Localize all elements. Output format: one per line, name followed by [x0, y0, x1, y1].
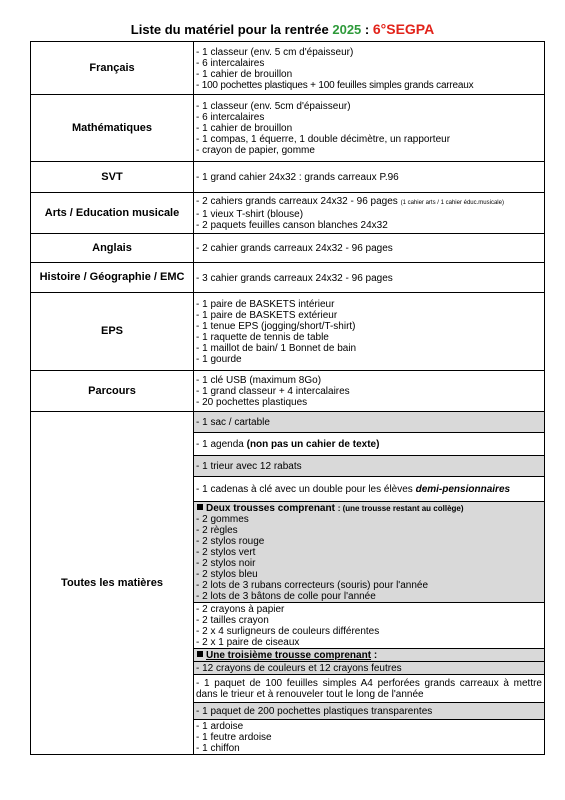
arts-item-1-note: (1 cahier arts / 1 cahier éduc.musicale) [400, 200, 504, 206]
subject-histoire: Histoire / Géographie / EMC [31, 263, 194, 293]
row-francais [31, 42, 545, 95]
items-paper [194, 675, 545, 703]
items-ardoise [194, 720, 545, 755]
list-item: - 1 raquette de tennis de table [196, 332, 329, 343]
third-heading-line [196, 650, 542, 661]
items-sac [194, 412, 545, 433]
subject-arts: Arts / Education musicale [31, 193, 194, 234]
items-francais [194, 42, 545, 95]
row-arts [31, 193, 545, 234]
list-item: - 2 paquets feuilles canson blanches 24x32 [196, 220, 388, 231]
items-third-heading [194, 649, 545, 662]
list-item: - 1 paquet de 100 feuilles simples A4 perforées grands carreaux à mettre dans le trieur et à renouveler tout le long de l'année [196, 678, 542, 700]
list-item: - 1 clé USB (maximum 8Go) [196, 375, 322, 386]
row-anglais [31, 234, 545, 263]
list-item: - 2 stylos vert [196, 547, 256, 558]
list-item: - 1 paire de BASKETS extérieur [196, 310, 338, 321]
list-item: - 1 grand cahier 24x32 : grands carreaux P.96 [196, 172, 399, 183]
supply-list-table [30, 41, 545, 755]
list-item: - 1 paquet de 200 pochettes plastiques transparentes [196, 706, 433, 717]
subject-francais: Français [31, 42, 194, 95]
row-maths [31, 95, 545, 162]
subject-anglais: Anglais [31, 234, 194, 263]
list-item: - 2 stylos bleu [196, 569, 258, 580]
list-item: - 1 gourde [196, 354, 242, 365]
list-item: - 1 tenue EPS (jogging/short/T-shirt) [196, 321, 356, 332]
list-item: - 1 vieux T-shirt (blouse) [196, 209, 304, 220]
list-item [196, 439, 542, 450]
list-item: - 2 lots de 3 bâtons de colle pour l'année [196, 591, 376, 602]
items-histoire [194, 263, 545, 293]
list-item: - 2 stylos noir [196, 558, 256, 569]
trousses-heading-line [196, 503, 542, 514]
items-trousses [194, 502, 545, 603]
subject-maths: Mathématiques [31, 95, 194, 162]
items-parcours [194, 371, 545, 412]
list-item: - 2 x 1 paire de ciseaux [196, 637, 300, 648]
title-class: 6°SEGPA [372, 21, 435, 37]
subject-parcours: Parcours [31, 371, 194, 412]
list-item: - 1 cahier de brouillon [196, 123, 293, 134]
list-item: - 1 feutre ardoise [196, 732, 272, 743]
items-agenda [194, 433, 545, 456]
list-item: - 12 crayons de couleurs et 12 crayons feutres [196, 663, 402, 674]
list-item: - 2 tailles crayon [196, 615, 269, 626]
title-year: 2025 [332, 22, 362, 37]
row-svt [31, 162, 545, 193]
list-item: - 3 cahier grands carreaux 24x32 - 96 pages [196, 272, 393, 284]
page-title [0, 20, 565, 39]
list-item: - 6 intercalaires [196, 112, 265, 123]
list-item: - 1 chiffon [196, 743, 240, 754]
list-item: - 1 compas, 1 équerre, 1 double décimètre, un rapporteur [196, 134, 451, 145]
list-item: - 20 pochettes plastiques [196, 397, 308, 408]
list-item [196, 484, 542, 495]
list-item: - 1 grand classeur + 4 intercalaires [196, 386, 350, 397]
square-bullet-icon [197, 504, 203, 510]
list-item: - 1 paire de BASKETS intérieur [196, 299, 335, 310]
row-parcours [31, 371, 545, 412]
list-item: - 1 maillot de bain/ 1 Bonnet de bain [196, 343, 357, 354]
items-trieur [194, 456, 545, 477]
list-item: - 1 cahier de brouillon [196, 68, 293, 80]
square-bullet-icon [197, 651, 203, 657]
subject-svt: SVT [31, 162, 194, 193]
items-cadenas [194, 477, 545, 502]
agenda-text: - 1 agenda [196, 439, 244, 450]
arts-item-1: - 2 cahiers grands carreaux 24x32 - 96 pages [196, 196, 398, 207]
items-svt [194, 162, 545, 193]
list-item: - 1 trieur avec 12 rabats [196, 461, 302, 472]
list-item: - 2 gommes [196, 514, 249, 525]
list-item [196, 196, 542, 209]
list-item: - 2 cahier grands carreaux 24x32 - 96 pages [196, 243, 393, 254]
items-supplies [194, 603, 545, 649]
list-item: - 2 lots de 3 rubans correcteurs (souris) pour l'année [196, 580, 429, 591]
row-eps [31, 293, 545, 371]
items-eps [194, 293, 545, 371]
list-item: - 6 intercalaires [196, 57, 265, 69]
list-item: - 1 classeur (env. 5cm d'épaisseur) [196, 101, 351, 112]
trousses-subheading: : (une trousse restant au collège) [337, 504, 464, 513]
list-item: - 1 classeur (env. 5 cm d'épaisseur) [196, 46, 354, 58]
title-separator: : [361, 22, 373, 37]
items-third [194, 662, 545, 675]
list-item: - 2 crayons à papier [196, 604, 285, 615]
list-item: - 2 stylos rouge [196, 536, 265, 547]
third-heading-suffix: : [371, 650, 378, 661]
items-pochettes [194, 703, 545, 720]
subject-all: Toutes les matières [31, 412, 194, 755]
cadenas-bold: demi-pensionnaires [415, 484, 511, 495]
cadenas-text: - 1 cadenas à clé avec un double pour les élèves [196, 484, 413, 495]
list-item: - 100 pochettes plastiques + 100 feuilles simples grands carreaux [196, 79, 474, 91]
list-item: - 1 sac / cartable [196, 417, 270, 428]
subject-eps: EPS [31, 293, 194, 371]
row-all-sac [31, 412, 545, 433]
row-histoire [31, 263, 545, 293]
list-item: - 2 règles [196, 525, 238, 536]
items-arts [194, 193, 545, 234]
trousses-heading: Deux trousses comprenant [206, 503, 335, 514]
list-item: - crayon de papier, gomme [196, 145, 315, 156]
items-anglais [194, 234, 545, 263]
list-item: - 1 ardoise [196, 721, 244, 732]
list-item: - 2 x 4 surligneurs de couleurs différentes [196, 626, 380, 637]
third-heading: Une troisième trousse comprenant [206, 650, 372, 661]
agenda-bold: (non pas un cahier de texte) [246, 439, 380, 450]
items-maths [194, 95, 545, 162]
title-prefix: Liste du matériel pour la rentrée [130, 22, 329, 37]
